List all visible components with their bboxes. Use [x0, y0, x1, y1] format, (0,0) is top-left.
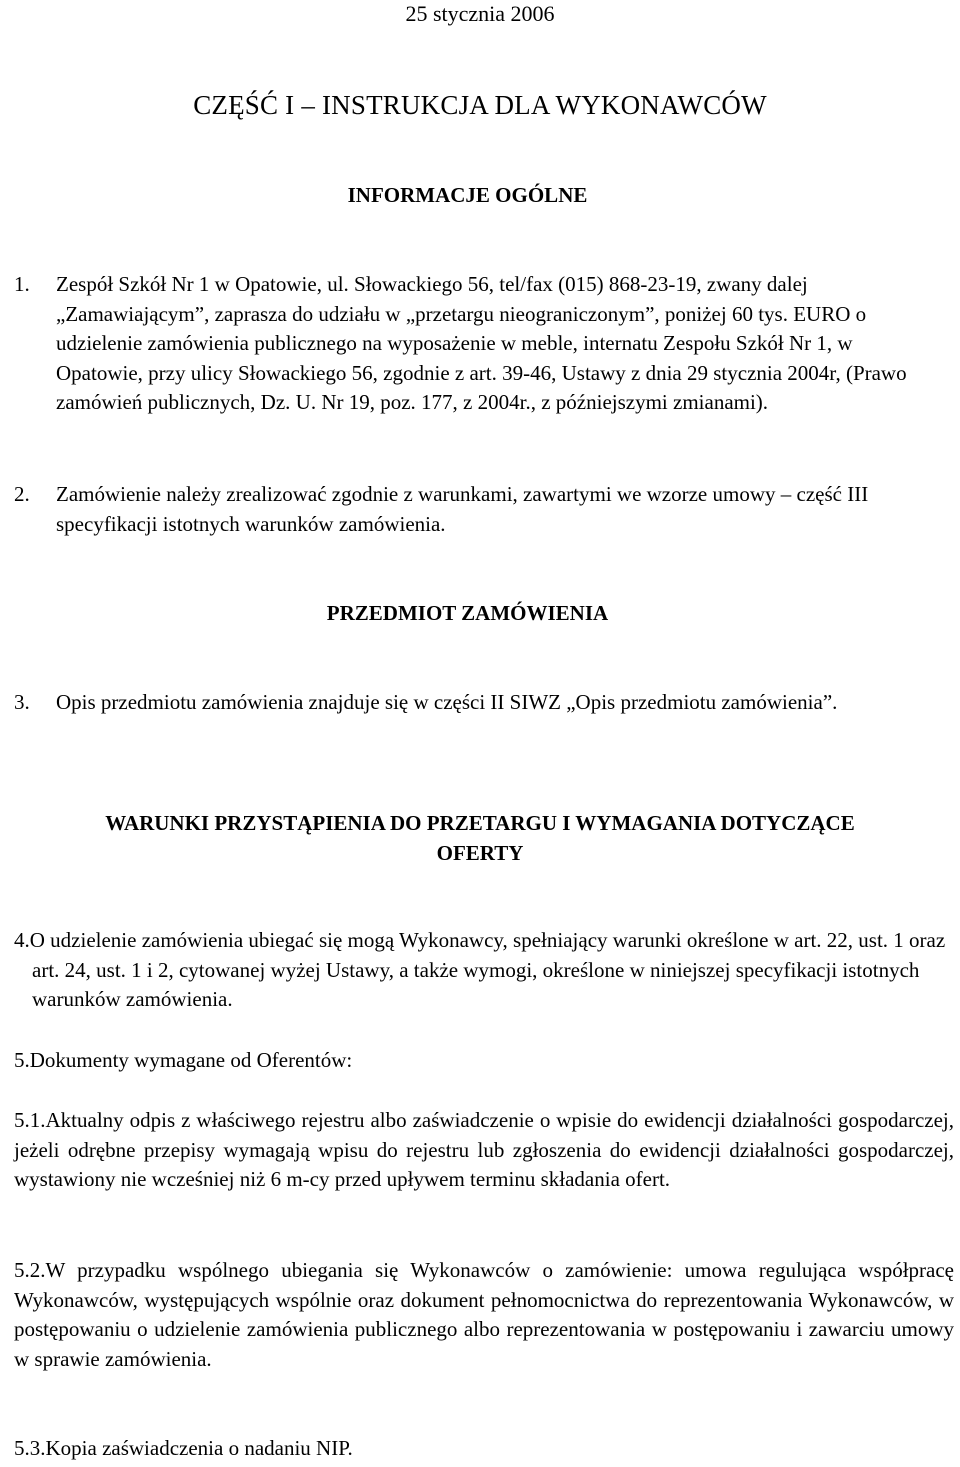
paragraph-2-text: Zamówienie należy zrealizować zgodnie z warunkami, zawartymi we wzorze umowy – część III specyfikacji istotnych warunków zamówienia. — [56, 482, 869, 536]
paragraph-2-number: 2. — [14, 482, 30, 506]
paragraph-5-1: 5.1.Aktualny odpis z właściwego rejestru albo zaświadczenie o wpisie do ewidencji działalności gospodarczej, jeżeli odrębne przepisy wymagają wpisu do rejestru lub zgłoszenia do ewidencji działalności gospodarczej, wystawiony nie wcześniej niż 6 m-cy przed upływem terminu składania ofert. — [14, 1108, 954, 1191]
heading-conditions — [0, 808, 960, 868]
paragraph-1-text: Zespół Szkół Nr 1 w Opatowie, ul. Słowackiego 56, tel/fax (015) 868-23-19, zwany dalej „Zamawiającym”, zaprasza do udziału w „przetargu nieograniczonym”, poniżej 60 tys. EURO o udzielenie zamówienia publicznego na wyposażenie w meble, internatu Zespołu Szkół Nr 1, w Opatowie, przy ulicy Słowackiego 56, zgodnie z art. 39-46, Ustawy z dnia 29 stycznia 2004r, (Prawo zamówień publicznych, Dz. U. Nr 19, poz. 177, z 2004r., z późniejszymi zmianami). — [56, 272, 907, 414]
document-date: 25 stycznia 2006 — [405, 1, 555, 26]
heading-general-information: INFORMACJE OGÓLNE — [347, 183, 588, 207]
paragraph-2 — [14, 480, 944, 539]
paragraph-5-3: 5.3.Kopia zaświadczenia o nadaniu NIP. — [14, 1436, 353, 1460]
paragraph-3 — [14, 688, 944, 718]
paragraph-1-number: 1. — [14, 272, 30, 296]
paragraph-3-number: 3. — [14, 690, 30, 714]
paragraph-1 — [14, 270, 944, 418]
paragraph-5: 5.Dokumenty wymagane od Oferentów: — [14, 1048, 353, 1072]
heading-conditions-line-1: WARUNKI PRZYSTĄPIENIA DO PRZETARGU I WYMAGANIA DOTYCZĄCE — [105, 811, 855, 835]
paragraph-5-2: 5.2.W przypadku wspólnego ubiegania się Wykonawców o zamówienie: umowa regulująca współpracę Wykonawców, występujących wspólnie oraz dokument pełnomocnictwa do reprezentowania Wykonawców, w postępowaniu o udzielenie zamówienia publicznego albo reprezentowania w postępowaniu i zawarciu umowy w sprawie zamówienia. — [14, 1258, 954, 1371]
document-title: CZĘŚĆ I – INSTRUKCJA DLA WYKONAWCÓW — [193, 90, 767, 120]
heading-subject-of-order: PRZEDMIOT ZAMÓWIENIA — [326, 601, 609, 625]
heading-conditions-line-2: OFERTY — [436, 841, 524, 865]
paragraph-4: 4.O udzielenie zamówienia ubiegać się mogą Wykonawcy, spełniający warunki określone w art. 22, ust. 1 oraz art. 24, ust. 1 i 2, cytowanej wyżej Ustawy, a także wymogi, określone w niniejszej specyfikacji istotnych warunków zamówienia. — [14, 928, 946, 1011]
paragraph-3-text: Opis przedmiotu zamówienia znajduje się w części II SIWZ „Opis przedmiotu zamówienia”. — [56, 690, 838, 714]
